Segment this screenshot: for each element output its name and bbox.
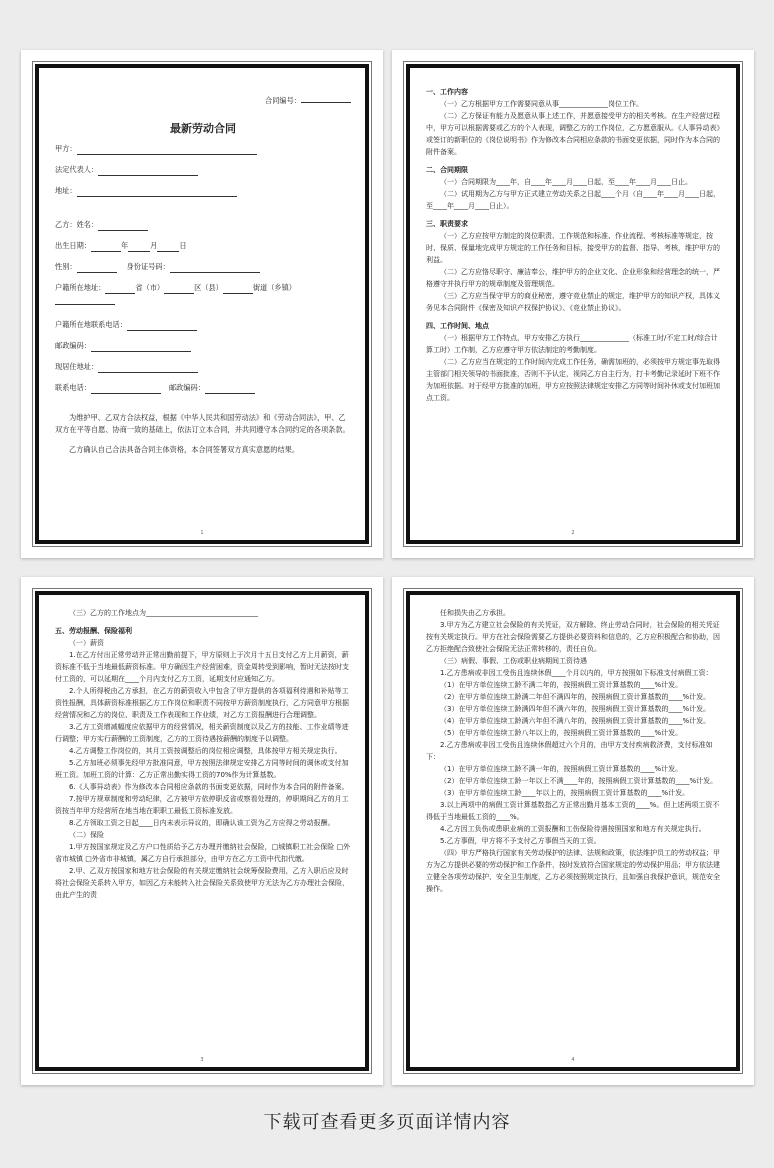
page-content: [55, 80, 351, 526]
section-heading: 二、合同期限: [426, 166, 468, 174]
clause-paragraph: （2）在甲方单位连续工龄一年以上不满____年的，按照病假工资计算基数的____%计发。: [440, 777, 718, 785]
contract-page-3: [21, 577, 383, 1085]
download-more-link[interactable]: 下载可查看更多页面详情内容: [263, 1112, 511, 1133]
page-number: 4: [571, 1057, 575, 1063]
clause-paragraph: 5.乙方事假，甲方将不予支付乙方事假当天的工资。: [440, 837, 601, 845]
section-heading: 三、职责要求: [426, 220, 468, 228]
page-title: 最新劳动合同: [170, 122, 236, 135]
page-number: 1: [200, 530, 204, 536]
field-party-a: 甲方：: [55, 143, 351, 155]
clause-paragraph: （1）在甲方单位连续工龄不满二年的，按照病假工资计算基数的____%计发。: [440, 681, 683, 689]
page-content: [426, 607, 722, 1053]
preamble-paragraph: 为维护甲、乙双方合法权益，根据《中华人民共和国劳动法》和《劳动合同法》，甲、乙双方在平等自愿、协商一致的基础上，依法订立本合同，并共同遵守本合同约定的各项条款。: [55, 413, 350, 434]
field-household-address: 户籍所在地址： 省（市） 区（县） 街道（乡镇）: [55, 282, 351, 305]
section-heading: 五、劳动报酬、保险福利: [55, 627, 132, 635]
field-household-phone: 户籍所在地联系电话：: [55, 319, 351, 331]
clause-paragraph: （一）合同期限为____年，自____年____月____日起，至____年____月____日止。: [440, 178, 692, 186]
page-border: [406, 591, 740, 1071]
clause-paragraph: 3.甲方为乙方建立社会保险的有关凭证，双方解除、终止劳动合同时，社会保险的相关凭证按有关规定执行。甲方在社会保险需要乙方提供必要资料和信息的，乙方应积极配合和协助，因乙方拒绝配合致使社会保险无法正常转移的，责任自负。: [426, 621, 720, 653]
page-content: [426, 80, 722, 526]
clause-paragraph: 4.乙方调整工作岗位的，其月工资按调整后的岗位相应调整，具体按甲方相关规定执行。: [69, 747, 342, 755]
field-legal-rep: 法定代表人：: [55, 164, 351, 176]
clause-paragraph: （三）病假、事假、工伤或职业病期间工资待遇: [440, 657, 587, 665]
clause-paragraph: （二）试用期为乙方与甲方正式建立劳动关系之日起____个月（自____年____月____日起，至____年____月____日止）。: [426, 190, 720, 210]
section-heading: 一、工作内容: [426, 88, 468, 96]
clause-paragraph: 1.在乙方付出正常劳动并正常出勤前提下，甲方原则上于次月十五日支付乙方上月薪资，薪资标准不低于当地最低薪资标准。甲方确因生产经营困难，资金周转受到影响，暂时无法按时支付工资的，可以延期在____个月内支付乙方工资，延期支付应通知乙方。: [55, 651, 349, 683]
field-postal-code: 邮政编码：: [55, 340, 351, 352]
section-heading: 四、工作时间、地点: [426, 322, 489, 330]
clause-paragraph: 7.按甲方规章制度和劳动纪律，乙方被甲方依停职反省或察看处理的，停职期间乙方的月工资按当年甲方经营所在地当地在职职工最低工资标准发放。: [55, 795, 349, 815]
clause-paragraph: （3）在甲方单位连续工龄满四年但不满六年的，按照病假工资计算基数的____%计发。: [440, 705, 711, 713]
clause-paragraph: （一）乙方应按甲方制定的岗位职责、工作规范和标准、作业流程、考核标准等规定，按时、保质、保量地完成甲方规定的工作任务和目标，接受甲方的监督、指导、考核，维护甲方的利益。: [426, 232, 720, 264]
page-border: [35, 64, 369, 544]
clause-paragraph: （二）乙方保证有能力及愿意从事上述工作，并愿意接受甲方的相关考核。在生产经营过程中，甲方可以根据需要或乙方的个人表现，调整乙方的工作岗位，乙方愿意服从。《人事异动表》或签订的新职位的《岗位说明书》作为修改本合同相应条款的书面变更依据，同时作为本合同的附件备案。: [426, 112, 720, 156]
clause-paragraph: （二）乙方应恪尽职守、廉洁奉公，维护甲方的企业文化、企业形象和经营理念的统一，严格遵守并执行甲方的规章制度及管理规范。: [426, 268, 720, 288]
clause-paragraph: 4.乙方因工负伤或患职业病的工资报酬和工伤保险待遇按照国家和地方有关规定执行。: [440, 825, 706, 833]
clause-paragraph: （四）甲方严格执行国家有关劳动保护的法律、法规和政策，依法维护员工的劳动权益；甲方为乙方提供必要的劳动保护和工作条件，按时发放符合国家规定的劳动保护用品；甲方依法建立健全各项劳动保护、安全卫生制度，乙方必须按照规定执行，且如强自我保护意识，规范安全操作。: [426, 849, 720, 893]
clause-paragraph: （5）在甲方单位连续工龄八年以上的，按照病假工资计算基数的____%计发。: [440, 729, 683, 737]
clause-paragraph: 5.乙方加班必须事先经甲方批准同意，甲方按照法律规定安排乙方同等时间的调休或支付加班工资。加班工资的计算：乙方正常出勤实得工资的70%作为计算基数。: [55, 759, 349, 779]
field-party-b-name: 乙方：姓名：: [55, 219, 351, 231]
field-address: 地址：: [55, 185, 351, 197]
contract-no-blank: [301, 92, 351, 103]
clause-paragraph: 2.个人所得税由乙方承担，在乙方的薪资收入中包含了甲方提供的各项福利待遇和补贴等工资性报酬，具体薪资标准根据乙方工作岗位和职责不同按甲方薪资制度执行，乙方同意甲方根据经营情况和乙方的岗位、职责及工作表现和工作业绩，对乙方工资报酬进行合理调整。: [55, 687, 349, 719]
clause-paragraph: （一）薪资: [69, 639, 104, 647]
clause-paragraph: （1）在甲方单位连续工龄不满一年的，按照病假工资计算基数的____%计发。: [440, 765, 683, 773]
field-contact-phone: 联系电话： 邮政编码：: [55, 382, 351, 394]
clause-paragraph: 1.甲方按国家规定及乙方户口性质给予乙方办理并缴纳社会保险，□城镇职工社会保险 □外省市城镇 □外省市非城镇，属乙方自行承担部分，由甲方在乙方工资中代扣代缴。: [55, 843, 351, 863]
clause-paragraph: （3）在甲方单位连续工龄____年以上的，按照病假工资计算基数的____%计发。: [440, 789, 690, 797]
clause-paragraph: 1.乙方患病或非因工受伤且连续休假____个月以内的，甲方按照如下标准支付病假工资：: [440, 669, 713, 677]
confirmation-paragraph: 乙方确认自己合法具备合同主体资格，本合同签署双方真实意愿的结果。: [69, 445, 300, 454]
clause-paragraph: 3.乙方工资增减幅度应依据甲方的经营情况，相关薪资制度以及乙方的技能、工作业绩等进行调整；甲方实行薪酬的工资制度，乙方的工资待遇按薪酬的制度予以调整。: [55, 723, 349, 743]
clause-paragraph: （2）在甲方单位连续工龄满二年但不满四年的，按照病假工资计算基数的____%计发。: [440, 693, 711, 701]
contract-page-1: [21, 50, 383, 558]
clause-paragraph: 3.以上两项中的病假工资计算基数指乙方正常出勤月基本工资的____%。但上述两项工资不得低于当地最低工资的____%。: [426, 801, 720, 821]
contract-no-label: 合同编号：: [265, 96, 301, 105]
page-border: [35, 591, 369, 1071]
clause-paragraph: （一）根据甲方工作特点，甲方安排乙方执行______________（标准工时/不定工时/综合计算工时）工作制，乙方应遵守甲方依法制定的考勤制度。: [426, 334, 718, 354]
page-number: 3: [200, 1057, 204, 1063]
clause-paragraph: 6.《人事异动表》作为修改本合同相应条款的书面变更依据，同时作为本合同的附件备案。: [69, 783, 349, 791]
clause-paragraph: （二）乙方应当在规定的工作时间内完成工作任务，确需加班的，必须按甲方规定事先取得主管部门相关领导的书面批准，否则不予认定，视同乙方自主行为，打卡考勤记录延时下班不作为加班依据。对于经甲方批准的加班，甲方应按照法律规定安排乙方同等时间补休或支付加班加点工资。: [426, 358, 720, 402]
field-birth-date: 出生日期： 年 月 日: [55, 241, 187, 250]
clause-paragraph: （三）乙方的工作地点为________________________________: [69, 609, 258, 617]
clause-paragraph: 2.乙方患病或非因工受伤且连续休假超过六个月的，由甲方支付疾病救济费，支付标准如下：: [426, 741, 713, 761]
clause-paragraph: 任和损失由乙方承担。: [440, 609, 510, 617]
clause-paragraph: 2.甲、乙双方按国家和地方社会保险的有关规定缴纳社会统筹保险费用，乙方入职后应及时将社会保险关系转入甲方，如因乙方未能转入社会保险关系致使甲方无法为乙方办理社会保险，由此产生的责: [55, 867, 349, 899]
clause-paragraph: （一）乙方根据甲方工作需要同意从事______________岗位工作。: [440, 100, 643, 108]
page-number: 2: [571, 530, 575, 536]
field-gender-id: 性别： 身份证号码：: [55, 261, 351, 273]
contract-page-2: [392, 50, 754, 558]
clause-paragraph: 8.乙方领取工资之日起____日内未表示异议的，即确认该工资为乙方应得之劳动报酬。: [69, 819, 335, 827]
clause-paragraph: （三）乙方应当保守甲方的商业秘密，遵守竞业禁止的规定，维护甲方的知识产权，具体义务见本合同附件《保密及知识产权保护协议》、《竞业禁止协议》。: [426, 292, 720, 312]
clause-paragraph: （二）保险: [69, 831, 104, 839]
page-content: [55, 607, 351, 1053]
contract-page-4: [392, 577, 754, 1085]
field-current-address: 现居住地址：: [55, 361, 351, 373]
clause-paragraph: （4）在甲方单位连续工龄满六年但不满八年的，按照病假工资计算基数的____%计发。: [440, 717, 711, 725]
page-border: [406, 64, 740, 544]
